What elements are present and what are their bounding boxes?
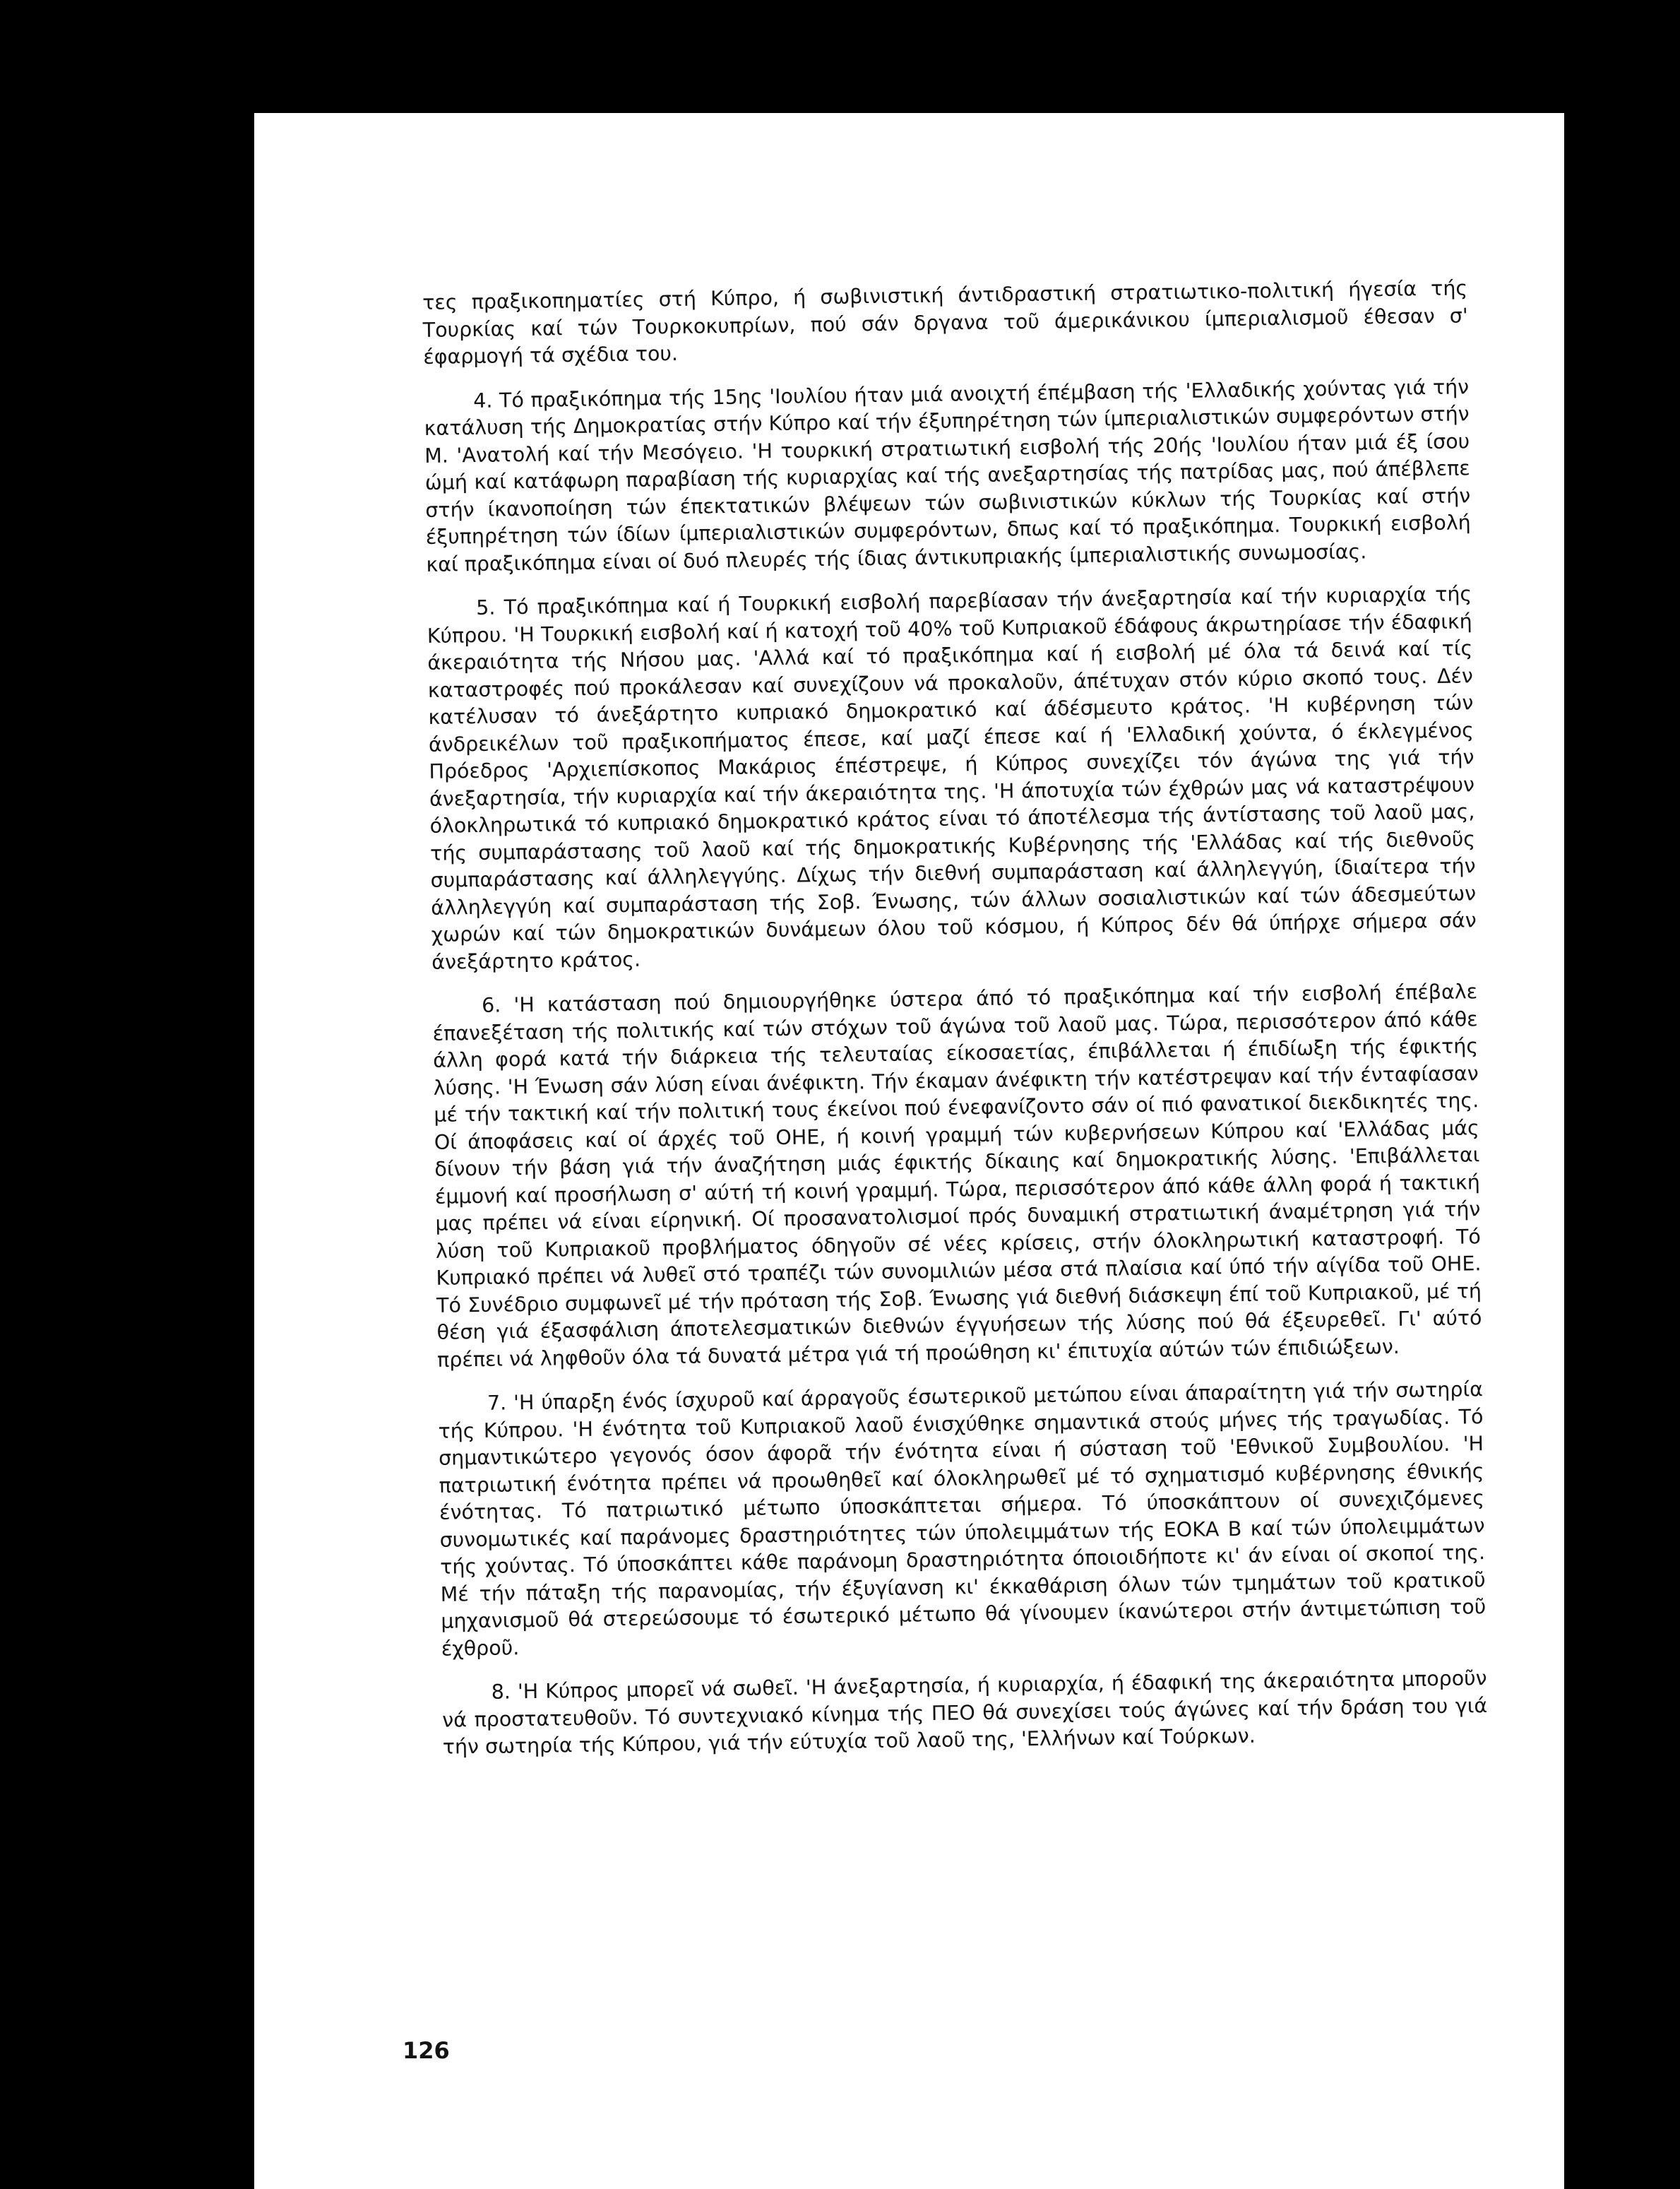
- document-page: [254, 113, 1564, 2189]
- paragraph-4: 4. Τό πραξικόπημα τής 15ης 'Ιουλίου ήταν μιά ανοιχτή έπέμβαση τής 'Ελλαδικής χούντας γιά τήν κατάλυση τής Δημοκρατίας στήν Κύπρο καί τήν έξυπηρέτηση τών ίμπεριαλιστικών συμφερόντων στήν Μ. 'Ανατολή καί τήν Μεσόγειο. 'Η τουρκική στρατιωτική εισβολή τής 20ής 'Ιουλίου ήταν μιά έξ ίσου ώμή καί κατάφωρη παραβίαση τής κυριαρχίας καί τής ανεξαρτησίας τής πατρίδας μας, πού άπέβλεπε στήν ίκανοποίηση τών έπεκτατικών βλέψεων τών σωβινιστικών κύκλων τής Τουρκίας καί στήν έξυπηρέτηση τών ίδίων ίμπεριαλιστικών συμφερόντων, δπως καί τό πραξικόπημα. Τουρκική εισβολή καί πραξικόπημα είναι οί δυό πλευρές τής ίδιας άντικυπριακής ίμπεριαλιστικής συνωμοσίας.: [424, 374, 1471, 576]
- paragraph-6: 6. 'Η κατάσταση πού δημιουργήθηκε ύστερα άπό τό πραξικόπημα καί τήν εισβολή έπέβαλε έπανεξέταση τής πολιτικής καί τών στόχων τοῦ άγώνα τοῦ λαοῦ μας. Τώρα, περισσότερον άπό κάθε άλλη φορά κατά τήν διάρκεια τής τελευταίας είκοσαετίας, έπιβάλλεται ή έπιδίωξη τής έφικτής λύσης. 'Η Ένωση σάν λύση είναι άνέφικτη. Τήν έκαμαν άνέφικτη τήν κατέστρεψαν καί τήν ένταφίασαν μέ τήν τακτική καί τήν πολιτική τους έκείνοι πού ένεφανίζοντο σάν οί πιό φανατικοί διεκδικητές της. Οί άποφάσεις καί οί άρχές τοῦ ΟΗΕ, ή κοινή γραμμή τών κυβερνήσεων Κύπρου καί 'Ελλάδας μάς δίνουν τήν βάση γιά τήν άναζήτηση μιάς έφικτής δίκαιης καί δημοκρατικής λύσης. 'Επιβάλλεται έμμονή καί προσήλωση σ' αύτή τή κοινή γραμμή. Τώρα, περισσότερον άπό κάθε άλλη φορά ή τακτική μας πρέπει νά είναι είρηνική. Οί προσανατολισμοί πρός δυναμική στρατιωτική άναμέτρηση γιά τήν λύση τοῦ Κυπριακοῦ προβλήματος όδηγοῦν σέ νέες κρίσεις, στήν όλοκληρωτική καταστροφή. Τό Κυπριακό πρέπει νά λυθεῖ στό τραπέζι τών συνομιλιών μέσα στά πλαίσια καί ύπό τήν αίγίδα τοῦ ΟΗΕ. Τό Συνέδριο συμφωνεῖ μέ τήν πρόταση τής Σοβ. Ένωσης γιά διεθνή διάσκεψη έπί τοῦ Κυπριακοῦ, μέ τή θέση γιά έξασφάλιση άποτελεσματικών διεθνών έγγυήσεων τής λύσης πού θά έξευρεθεῖ. Γι' αύτό πρέπει νά ληφθοῦν όλα τά δυνατά μέτρα γιά τή προώθηση κι' έπιτυχία αύτών τών έπιδιώξεων.: [432, 980, 1482, 1372]
- paragraph-5: 5. Τό πραξικόπημα καί ή Τουρκική εισβολή παρεβίασαν τήν άνεξαρτησία καί τήν κυριαρχία τής Κύπρου. 'Η Τουρκική εισβολή καί ή κατοχή τοῦ 40% τοῦ Κυπριακοῦ έδάφους άκρωτηρίασε τήν έδαφική άκεραιότητα τής Νήσου μας. 'Αλλά καί τό πραξικόπημα καί ή εισβολή μέ όλα τά δεινά καί τίς καταστροφές πού προκάλεσαν καί συνεχίζουν νά προκαλοῦν, άπέτυχαν στόν κύριο σκοπό τους. Δέν κατέλυσαν τό άνεξάρτητο κυπριακό δημοκρατικό καί άδέσμευτο κράτος. 'Η κυβέρνηση τών άνδρεικέλων τοῦ πραξικοπήματος έπεσε, καί μαζί έπεσε καί ή 'Ελλαδική χούντα, ό έκλεγμένος Πρόεδρος 'Αρχιεπίσκοπος Μακάριος έπέστρεψε, ή Κύπρος συνεχίζει τόν άγώνα της γιά τήν άνεξαρτησία, τήν κυριαρχία καί τήν άκεραιότητα της. 'Η άποτυχία τών έχθρών μας νά καταστρέψουν όλοκληρωτικά τό κυπριακό δημοκρατικό κράτος είναι τό άποτέλεσμα τής άντίστασης τοῦ λαοῦ μας, τής συμπαράστασης τοῦ λαοῦ καί τής δημοκρατικής Κυβέρνησης τής 'Ελλάδας καί τής διεθνοῦς συμπαράστασης καί άλληλεγγύης. Δίχως τήν διεθνή συμπαράσταση καί άλληλεγγύη, ίδιαίτερα τήν άλληλεγγύη καί συμπαράσταση τής Σοβ. Ένωσης, τών άλλων σοσιαλιστικών καί τών άδεσμεύτων χωρών καί τών δημοκρατικών δυνάμεων όλου τοῦ κόσμου, ή Κύπρος δέν θά ύπήρχε σήμερα σάν άνεξάρτητο κράτος.: [427, 582, 1477, 974]
- paragraph-continuation: τες πραξικοπηματίες στή Κύπρο, ή σωβινιστική άντιδραστική στρατιωτικο-πολιτική ήγεσία τής Τουρκίας καί τών Τουρκοκυπρίων, πού σάν δργανα τοῦ άμερικάνικου ίμπεριαλισμοῦ έθεσαν σ' έφαρμογή τά σχέδια του.: [422, 276, 1468, 369]
- body-text: [422, 275, 1488, 1778]
- page-number: 126: [403, 2037, 450, 2064]
- paragraph-7: 7. 'Η ύπαρξη ένός ίσχυροῦ καί άρραγοῦς έσωτερικοῦ μετώπου είναι άπαραίτητη γιά τήν σωτηρία τής Κύπρου. 'Η ένότητα τοῦ Κυπριακοῦ λαοῦ ένισχύθηκε σημαντικά στούς μήνες τής τραγωδίας. Τό σημαντικώτερο γεγονός όσον άφορᾶ τήν ένότητα είναι ή σύσταση τοῦ 'Εθνικοῦ Συμβουλίου. 'Η πατριωτική ένότητα πρέπει νά προωθηθεῖ καί όλοκληρωθεῖ μέ τό σχηματισμό κυβέρνησης έθνικής ένότητας. Τό πατριωτικό μέτωπο ύποσκάπτεται σήμερα. Τό ύποσκάπτουν οί συνεχιζόμενες συνομωτικές καί παράνομες δραστηριότητες τών ύπολειμμάτων τής ΕΟΚΑ Β καί τών ύπολειμμάτων τής χούντας. Τό ύποσκάπτει κάθε παράνομη δραστηριότητα όποιοιδήποτε κι' άν είναι οί σκοποί της. Μέ τήν πάταξη τής παρανομίας, τήν έξυγίανση κι' έκκαθάριση όλων τών τμημάτων τοῦ κρατικοῦ μηχανισμοῦ θά στερεώσουμε τό έσωτερικό μέτωπο θά γίνουμεν ίκανώτεροι στήν άντιμετώπιση τοῦ έχθροῦ.: [438, 1377, 1487, 1661]
- paragraph-8: 8. 'Η Κύπρος μπορεῖ νά σωθεῖ. 'Η άνεξαρτησία, ή κυριαρχία, ή έδαφική της άκεραιότητα μποροῦν νά προστατευθοῦν. Τό συντεχνιακό κίνημα τής ΠΕΟ θά συνεχίσει τούς άγώνες καί τήν δράση του γιά τήν σωτηρία τής Κύπρου, γιά τήν εύτυχία τοῦ λαοῦ της, 'Ελλήνων καί Τούρκων.: [442, 1666, 1488, 1759]
